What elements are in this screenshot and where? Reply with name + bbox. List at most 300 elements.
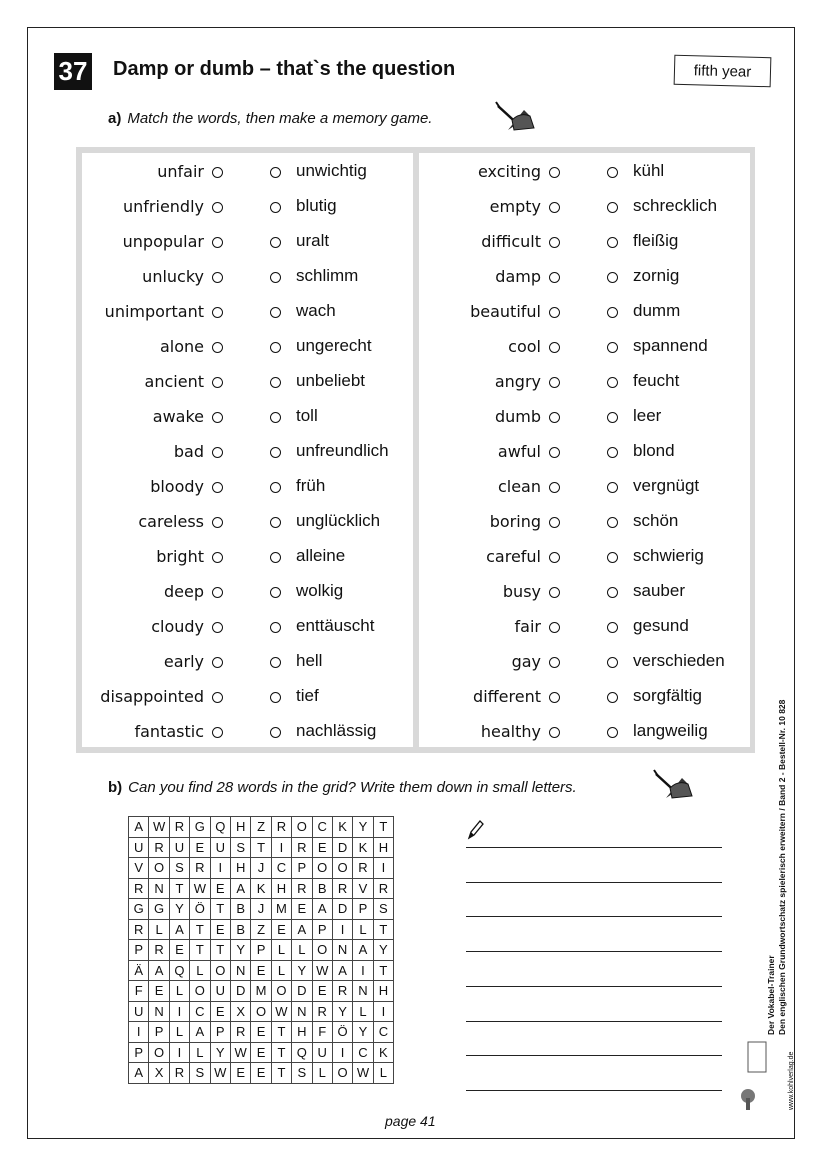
match-circle[interactable] <box>549 447 560 458</box>
grid-cell[interactable]: K <box>332 817 352 838</box>
match-circle[interactable] <box>549 412 560 423</box>
match-circle[interactable] <box>549 272 560 283</box>
grid-cell[interactable]: H <box>292 1022 312 1043</box>
grid-cell[interactable]: V <box>129 858 149 879</box>
grid-cell[interactable]: X <box>230 1001 250 1022</box>
match-circle[interactable] <box>270 587 281 598</box>
grid-cell[interactable]: S <box>169 858 189 879</box>
match-circle[interactable] <box>549 727 560 738</box>
grid-cell[interactable]: W <box>312 960 332 981</box>
answer-line[interactable] <box>466 951 722 952</box>
grid-cell[interactable]: M <box>271 899 291 920</box>
match-circle[interactable] <box>607 447 618 458</box>
grid-cell[interactable]: V <box>353 878 373 899</box>
grid-cell[interactable]: C <box>373 1022 393 1043</box>
pencil-icon <box>466 818 484 840</box>
match-circle[interactable] <box>212 587 223 598</box>
grid-cell[interactable]: U <box>129 837 149 858</box>
grid-cell[interactable]: O <box>251 1001 271 1022</box>
exercise-number: 37 <box>54 53 92 90</box>
grid-cell[interactable]: D <box>292 981 312 1002</box>
grid-cell[interactable]: I <box>373 1001 393 1022</box>
grid-cell[interactable]: O <box>149 1042 169 1063</box>
match-circle[interactable] <box>270 272 281 283</box>
match-circle[interactable] <box>270 622 281 633</box>
english-word: difficult <box>481 232 541 251</box>
grid-cell[interactable]: L <box>271 940 291 961</box>
pen-hand-icon <box>494 100 538 134</box>
grid-cell[interactable]: R <box>149 837 169 858</box>
grid-cell[interactable]: O <box>190 981 210 1002</box>
match-circle[interactable] <box>270 517 281 528</box>
grid-cell[interactable]: C <box>353 1042 373 1063</box>
match-circle[interactable] <box>212 377 223 388</box>
answer-line[interactable] <box>466 1021 722 1022</box>
german-word: leer <box>633 406 662 425</box>
grid-cell[interactable]: E <box>251 1022 271 1043</box>
grid-cell[interactable]: I <box>169 1001 189 1022</box>
match-circle[interactable] <box>270 552 281 563</box>
grid-cell[interactable]: A <box>149 960 169 981</box>
match-circle[interactable] <box>549 377 560 388</box>
grid-cell[interactable]: A <box>292 919 312 940</box>
match-circle[interactable] <box>607 307 618 318</box>
match-circle[interactable] <box>212 237 223 248</box>
match-circle[interactable] <box>549 237 560 248</box>
grid-cell[interactable]: Ö <box>190 899 210 920</box>
grid-cell[interactable]: K <box>251 878 271 899</box>
matching-panel <box>76 147 755 753</box>
grid-cell[interactable]: U <box>129 1001 149 1022</box>
grid-cell[interactable]: R <box>169 817 189 838</box>
german-word: uralt <box>296 231 330 250</box>
english-word: fantastic <box>134 722 204 741</box>
grid-cell[interactable]: Q <box>210 817 230 838</box>
grid-cell[interactable]: W <box>353 1063 373 1084</box>
match-circle[interactable] <box>549 622 560 633</box>
grid-cell[interactable]: K <box>353 837 373 858</box>
grid-cell[interactable]: T <box>373 817 393 838</box>
grid-row <box>129 960 394 981</box>
grid-cell[interactable]: E <box>190 837 210 858</box>
grid-row <box>129 1022 394 1043</box>
grid-cell[interactable]: T <box>169 878 189 899</box>
english-word: busy <box>502 582 541 601</box>
grid-cell[interactable]: Y <box>353 817 373 838</box>
grid-cell[interactable]: B <box>230 919 250 940</box>
grid-cell[interactable]: U <box>169 837 189 858</box>
grid-cell[interactable]: I <box>169 1042 189 1063</box>
grid-cell[interactable]: L <box>169 1022 189 1043</box>
grid-cell[interactable]: R <box>353 858 373 879</box>
german-word: wolkig <box>296 581 344 600</box>
side-text-line1: Der Vokabel-Trainer <box>766 955 776 1035</box>
english-word: bad <box>173 442 204 461</box>
grid-cell[interactable]: N <box>149 878 169 899</box>
grid-cell[interactable]: O <box>332 858 352 879</box>
grid-cell[interactable]: K <box>373 1042 393 1063</box>
page-number: page 41 <box>385 1113 436 1129</box>
grid-cell[interactable]: E <box>210 878 230 899</box>
grid-cell[interactable]: I <box>373 858 393 879</box>
grid-cell[interactable]: Y <box>332 1001 352 1022</box>
grid-cell[interactable]: G <box>149 899 169 920</box>
grid-cell[interactable]: C <box>271 858 291 879</box>
english-word: careful <box>486 547 541 566</box>
grid-cell[interactable]: W <box>149 817 169 838</box>
grid-cell[interactable]: O <box>149 858 169 879</box>
match-circle[interactable] <box>270 237 281 248</box>
match-circle[interactable] <box>549 552 560 563</box>
answer-line[interactable] <box>466 847 722 848</box>
grid-cell[interactable]: B <box>230 899 250 920</box>
match-circle[interactable] <box>607 517 618 528</box>
match-circle[interactable] <box>607 272 618 283</box>
grid-cell[interactable]: T <box>251 837 271 858</box>
grid-cell[interactable]: P <box>149 1022 169 1043</box>
grid-cell[interactable]: T <box>190 919 210 940</box>
grid-cell[interactable]: F <box>129 981 149 1002</box>
grid-cell[interactable]: L <box>312 1063 332 1084</box>
english-word: unfriendly <box>123 197 204 216</box>
german-word: alleine <box>296 546 346 565</box>
grid-cell[interactable]: E <box>271 919 291 940</box>
match-circle[interactable] <box>212 727 223 738</box>
grid-cell[interactable]: R <box>129 919 149 940</box>
grid-cell[interactable]: I <box>332 919 352 940</box>
grid-cell[interactable]: M <box>251 981 271 1002</box>
match-circle[interactable] <box>212 552 223 563</box>
match-circle[interactable] <box>607 342 618 353</box>
grid-cell[interactable]: E <box>210 919 230 940</box>
grid-cell[interactable]: H <box>230 858 250 879</box>
grid-cell[interactable]: H <box>271 878 291 899</box>
grid-cell[interactable]: Y <box>230 940 250 961</box>
match-circle[interactable] <box>607 167 618 178</box>
match-circle[interactable] <box>212 657 223 668</box>
grid-cell[interactable]: E <box>312 981 332 1002</box>
match-circle[interactable] <box>270 307 281 318</box>
grid-cell[interactable]: A <box>129 817 149 838</box>
grid-cell[interactable]: I <box>332 1042 352 1063</box>
grid-cell[interactable]: N <box>149 1001 169 1022</box>
english-word: dumb <box>494 407 541 426</box>
grid-cell[interactable]: O <box>312 940 332 961</box>
grid-cell[interactable]: Ö <box>332 1022 352 1043</box>
grid-cell[interactable]: R <box>190 858 210 879</box>
grid-cell[interactable]: A <box>332 960 352 981</box>
grid-cell[interactable]: H <box>230 817 250 838</box>
grid-cell[interactable]: R <box>292 878 312 899</box>
grid-cell[interactable]: Y <box>292 960 312 981</box>
grid-cell[interactable]: O <box>210 960 230 981</box>
german-word: unglücklich <box>296 511 381 530</box>
match-circle[interactable] <box>607 622 618 633</box>
english-word: careless <box>138 512 204 531</box>
grid-cell[interactable]: R <box>271 817 291 838</box>
grid-cell[interactable]: R <box>169 1063 189 1084</box>
grid-cell[interactable]: I <box>353 960 373 981</box>
grid-cell[interactable]: R <box>332 878 352 899</box>
match-circle[interactable] <box>270 447 281 458</box>
match-circle[interactable] <box>607 202 618 213</box>
match-circle[interactable] <box>549 342 560 353</box>
english-word: deep <box>164 582 204 601</box>
grid-cell[interactable]: W <box>271 1001 291 1022</box>
grid-cell[interactable]: C <box>190 1001 210 1022</box>
grid-cell[interactable]: Ä <box>129 960 149 981</box>
match-circle[interactable] <box>549 517 560 528</box>
grid-cell[interactable]: H <box>373 837 393 858</box>
grid-cell[interactable]: C <box>312 817 332 838</box>
grid-cell[interactable]: P <box>292 858 312 879</box>
grid-cell[interactable]: J <box>251 858 271 879</box>
grid-cell[interactable]: R <box>292 837 312 858</box>
word-search-grid <box>128 816 394 1084</box>
german-word: unwichtig <box>296 161 367 180</box>
english-word: unimportant <box>104 302 204 321</box>
german-word: dumm <box>633 301 681 320</box>
answer-line[interactable] <box>466 882 722 883</box>
grid-cell[interactable]: E <box>230 1063 250 1084</box>
grid-cell[interactable]: N <box>230 960 250 981</box>
match-circle[interactable] <box>212 622 223 633</box>
match-circle[interactable] <box>270 412 281 423</box>
grid-cell[interactable]: S <box>230 837 250 858</box>
grid-cell[interactable]: T <box>271 1022 291 1043</box>
match-circle[interactable] <box>607 237 618 248</box>
grid-cell[interactable]: P <box>129 1042 149 1063</box>
german-word: schwierig <box>633 546 704 565</box>
grid-cell[interactable]: L <box>353 919 373 940</box>
grid-cell[interactable]: T <box>190 940 210 961</box>
grid-cell[interactable]: U <box>210 837 230 858</box>
grid-cell[interactable]: G <box>190 817 210 838</box>
kohl-logo-icon <box>740 1040 768 1112</box>
english-word: unpopular <box>122 232 204 251</box>
grid-cell[interactable]: I <box>210 858 230 879</box>
answer-line[interactable] <box>466 1090 722 1091</box>
match-circle[interactable] <box>270 167 281 178</box>
grid-row <box>129 1042 394 1063</box>
task-a-text: Match the words, then make a memory game. <box>127 110 433 127</box>
grid-cell[interactable]: F <box>312 1022 332 1043</box>
grid-cell[interactable]: R <box>312 1001 332 1022</box>
match-circle[interactable] <box>607 587 618 598</box>
match-circle[interactable] <box>549 657 560 668</box>
match-circle[interactable] <box>549 482 560 493</box>
match-circle[interactable] <box>549 587 560 598</box>
grid-row <box>129 899 394 920</box>
match-circle[interactable] <box>607 377 618 388</box>
grid-cell[interactable]: Q <box>292 1042 312 1063</box>
grid-cell[interactable]: A <box>353 940 373 961</box>
match-circle[interactable] <box>212 202 223 213</box>
grid-cell[interactable]: N <box>292 1001 312 1022</box>
grid-cell[interactable]: T <box>210 899 230 920</box>
grid-cell[interactable]: P <box>353 899 373 920</box>
grid-cell[interactable]: E <box>251 1063 271 1084</box>
grid-cell[interactable]: Y <box>353 1022 373 1043</box>
grid-cell[interactable]: R <box>149 940 169 961</box>
match-circle[interactable] <box>549 307 560 318</box>
grid-cell[interactable]: D <box>332 899 352 920</box>
grid-cell[interactable]: A <box>169 919 189 940</box>
german-word: blutig <box>296 196 337 215</box>
match-circle[interactable] <box>607 552 618 563</box>
english-word: cool <box>508 337 541 356</box>
grid-cell[interactable]: O <box>271 981 291 1002</box>
grid-cell[interactable]: E <box>312 837 332 858</box>
match-circle[interactable] <box>549 692 560 703</box>
german-word: ungerecht <box>296 336 372 355</box>
grid-row <box>129 837 394 858</box>
german-word: wach <box>296 301 336 320</box>
match-circle[interactable] <box>212 412 223 423</box>
german-word: tief <box>296 686 319 705</box>
level-badge: fifth year <box>674 55 772 88</box>
match-circle[interactable] <box>212 692 223 703</box>
english-word: angry <box>494 372 541 391</box>
grid-row <box>129 878 394 899</box>
grid-cell[interactable]: W <box>190 878 210 899</box>
grid-cell[interactable]: P <box>129 940 149 961</box>
match-circle[interactable] <box>607 727 618 738</box>
match-circle[interactable] <box>270 377 281 388</box>
grid-cell[interactable]: S <box>292 1063 312 1084</box>
grid-cell[interactable]: O <box>312 858 332 879</box>
german-word: unfreundlich <box>296 441 389 460</box>
grid-cell[interactable]: A <box>129 1063 149 1084</box>
grid-cell[interactable]: Z <box>251 817 271 838</box>
grid-cell[interactable]: L <box>373 1063 393 1084</box>
grid-cell[interactable]: D <box>332 837 352 858</box>
match-circle[interactable] <box>270 342 281 353</box>
grid-cell[interactable]: U <box>312 1042 332 1063</box>
match-circle[interactable] <box>607 657 618 668</box>
grid-cell[interactable]: Z <box>251 919 271 940</box>
match-circle[interactable] <box>549 167 560 178</box>
grid-cell[interactable]: T <box>373 960 393 981</box>
match-circle[interactable] <box>270 692 281 703</box>
grid-cell[interactable]: T <box>271 1042 291 1063</box>
answer-line[interactable] <box>466 916 722 917</box>
answer-line[interactable] <box>466 1055 722 1056</box>
grid-cell[interactable]: D <box>230 981 250 1002</box>
grid-cell[interactable]: W <box>210 1063 230 1084</box>
grid-cell[interactable]: R <box>230 1022 250 1043</box>
match-circle[interactable] <box>607 692 618 703</box>
grid-cell[interactable]: S <box>373 899 393 920</box>
german-word: spannend <box>633 336 708 355</box>
english-word: ancient <box>144 372 204 391</box>
match-circle[interactable] <box>270 202 281 213</box>
grid-cell[interactable]: Y <box>373 940 393 961</box>
grid-cell[interactable]: A <box>312 899 332 920</box>
grid-cell[interactable]: I <box>129 1022 149 1043</box>
english-word: empty <box>489 197 541 216</box>
grid-cell[interactable]: E <box>210 1001 230 1022</box>
english-word: clean <box>497 477 541 496</box>
grid-cell[interactable]: U <box>210 981 230 1002</box>
grid-cell[interactable]: T <box>271 1063 291 1084</box>
match-circle[interactable] <box>549 202 560 213</box>
grid-cell[interactable]: R <box>373 878 393 899</box>
grid-cell[interactable]: E <box>251 960 271 981</box>
right-column <box>419 153 750 747</box>
grid-cell[interactable]: N <box>353 981 373 1002</box>
grid-cell[interactable]: P <box>312 919 332 940</box>
grid-cell[interactable]: H <box>373 981 393 1002</box>
grid-cell[interactable]: R <box>129 878 149 899</box>
match-circle[interactable] <box>607 482 618 493</box>
grid-cell[interactable]: N <box>332 940 352 961</box>
grid-cell[interactable]: S <box>190 1063 210 1084</box>
task-a-instruction <box>108 110 432 127</box>
match-circle[interactable] <box>607 412 618 423</box>
grid-cell[interactable]: O <box>332 1063 352 1084</box>
grid-cell[interactable]: P <box>210 1022 230 1043</box>
grid-cell[interactable]: Y <box>210 1042 230 1063</box>
match-circle[interactable] <box>270 482 281 493</box>
grid-cell[interactable]: L <box>292 940 312 961</box>
grid-cell[interactable]: W <box>230 1042 250 1063</box>
grid-cell[interactable]: L <box>190 960 210 981</box>
grid-cell[interactable]: L <box>149 919 169 940</box>
grid-cell[interactable]: J <box>251 899 271 920</box>
grid-cell[interactable]: L <box>353 1001 373 1022</box>
grid-cell[interactable]: R <box>332 981 352 1002</box>
match-circle[interactable] <box>212 272 223 283</box>
grid-cell[interactable]: L <box>190 1042 210 1063</box>
match-circle[interactable] <box>212 517 223 528</box>
grid-cell[interactable]: E <box>169 940 189 961</box>
grid-cell[interactable]: Y <box>169 899 189 920</box>
grid-cell[interactable]: A <box>230 878 250 899</box>
match-circle[interactable] <box>270 657 281 668</box>
german-word: vergnügt <box>633 476 700 495</box>
grid-cell[interactable]: E <box>292 899 312 920</box>
grid-cell[interactable]: I <box>271 837 291 858</box>
grid-cell[interactable]: O <box>292 817 312 838</box>
german-word: sorgfältig <box>633 686 702 705</box>
task-a-label: a) <box>108 110 122 127</box>
grid-cell[interactable]: T <box>373 919 393 940</box>
grid-cell[interactable]: X <box>149 1063 169 1084</box>
grid-cell[interactable]: Q <box>169 960 189 981</box>
grid-cell[interactable]: L <box>271 960 291 981</box>
grid-cell[interactable]: B <box>312 878 332 899</box>
match-circle[interactable] <box>270 727 281 738</box>
grid-cell[interactable]: T <box>210 940 230 961</box>
grid-cell[interactable]: E <box>149 981 169 1002</box>
german-word: langweilig <box>633 721 708 740</box>
grid-row <box>129 817 394 838</box>
match-circle[interactable] <box>212 342 223 353</box>
answer-line[interactable] <box>466 986 722 987</box>
grid-cell[interactable]: A <box>190 1022 210 1043</box>
grid-cell[interactable]: L <box>169 981 189 1002</box>
german-word: toll <box>296 406 318 425</box>
grid-cell[interactable]: G <box>129 899 149 920</box>
match-circle[interactable] <box>212 167 223 178</box>
match-circle[interactable] <box>212 447 223 458</box>
match-circle[interactable] <box>212 482 223 493</box>
grid-cell[interactable]: E <box>251 1042 271 1063</box>
grid-cell[interactable]: P <box>251 940 271 961</box>
match-circle[interactable] <box>212 307 223 318</box>
german-word: verschieden <box>633 651 725 670</box>
